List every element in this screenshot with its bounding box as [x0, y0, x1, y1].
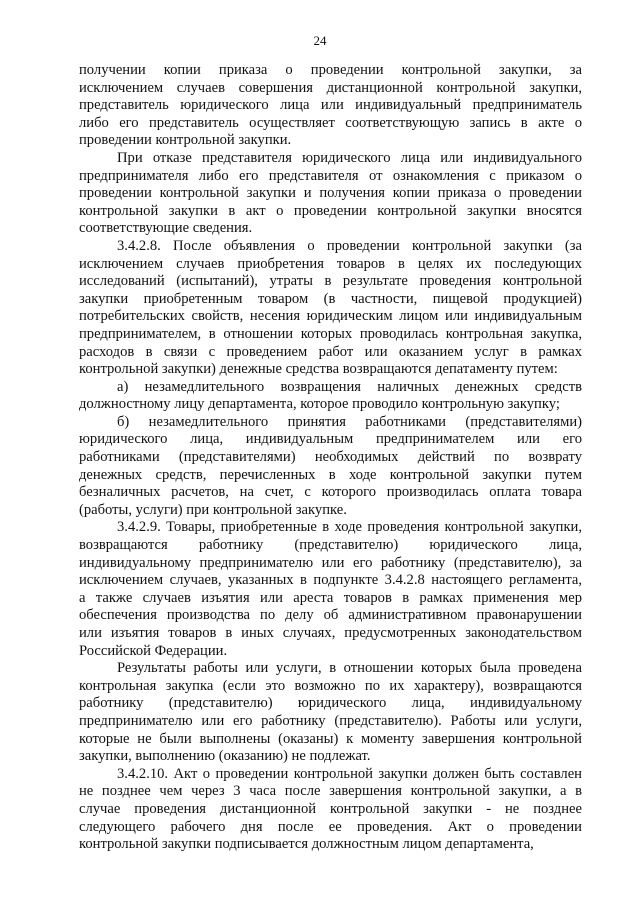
- text-line: Результаты работы или услуги, в отношении которых была проведена: [117, 660, 582, 677]
- text-line: представитель юридического лица или индивидуальный предприниматель: [79, 97, 582, 114]
- text-line: контрольной закупки) денежные средства возвращаются депатаменту путем:: [79, 361, 558, 378]
- text-line: или изъятия товаров в иных случаях, предусмотренных законодательством: [79, 625, 582, 641]
- paragraph: [79, 766, 582, 854]
- text-line: обеспечения производства по делу об административном правонарушении: [79, 607, 582, 624]
- text-line: индивидуальному предпринимателю или его работнику (представителю), за: [79, 554, 582, 571]
- text-line: закупки, выполнению (оказанию) не подлежат.: [79, 748, 371, 765]
- paragraph: [79, 414, 582, 520]
- text-line: проведении контрольной закупки.: [79, 132, 292, 149]
- text-line: проведении контрольной закупки и получения копии приказа о проведении: [79, 185, 582, 202]
- page-number: 24: [313, 33, 327, 48]
- text-line: случае проведения дистанционной контрольной закупки - не позднее: [79, 800, 582, 817]
- text-line: либо его представитель осуществляет соответствующую запись в акте о: [79, 114, 582, 131]
- text-line: а) незамедлительного возвращения наличных денежных средств: [117, 378, 582, 395]
- text-line: контрольная закупка (если это возможно по их характеру), возвращаются: [79, 677, 582, 694]
- text-line: которые не были выполнены (оказаны) к моменту завершения контрольной: [79, 730, 582, 747]
- text-line: б) незамедлительного принятия работниками (представителями): [117, 413, 582, 430]
- text-line: возвращаются работнику (представителю) юридического лица,: [79, 537, 582, 554]
- body-text: [79, 62, 582, 854]
- text-line: а также случаев изъятия или ареста товаров в рамках применения мер: [79, 589, 582, 606]
- paragraph: [79, 519, 582, 660]
- text-line: (работы, услуги) при контрольной закупке.: [79, 501, 347, 518]
- text-line: работнику (представителю) юридического лица, индивидуальному: [79, 695, 582, 712]
- text-line: исключением случаев совершения дистанционной контрольной закупки,: [79, 79, 582, 96]
- text-line: 3.4.2.8. После объявления о проведении контрольной закупки (за: [117, 237, 582, 254]
- text-line: денежных средств, перечисленных в ходе контрольной закупки путем: [79, 466, 582, 483]
- text-line: соответствующие сведения.: [79, 220, 253, 237]
- text-line: не позднее чем через 3 часа после завершения контрольной закупки, а в: [79, 783, 582, 800]
- text-line: работниками (представителями) необходимых действий по возврату: [79, 449, 582, 466]
- paragraph: [79, 660, 582, 766]
- text-line: предпринимателя либо его представителя от ознакомления с приказом о: [79, 167, 582, 184]
- paragraph: [79, 379, 582, 414]
- text-line: При отказе представителя юридического лица или индивидуального: [117, 149, 582, 166]
- text-line: должностному лицу департамента, которое проводило контрольную закупку;: [79, 396, 560, 413]
- text-line: юридического лица, индивидуальным предпринимателем или его: [79, 431, 582, 448]
- text-line: исключением случаев приобретения товаров в целях их последующих: [79, 255, 582, 272]
- text-line: получении копии приказа о проведении контрольной закупки, за: [79, 62, 582, 78]
- text-line: расходов в связи с проведением работ или оказанием услуг в рамках: [79, 343, 582, 360]
- text-line: предпринимателю или его работнику (представителю). Работы или услуги,: [79, 712, 582, 729]
- text-line: контрольной закупки подписывается должностным лицом департамента,: [79, 836, 534, 853]
- text-line: Российской Федерации.: [79, 642, 228, 659]
- text-line: предпринимателем, в отношении которых проводилась контрольная закупка,: [79, 325, 582, 342]
- text-line: 3.4.2.10. Акт о проведении контрольной закупки должен быть составлен: [117, 765, 582, 782]
- text-line: потребительских свойств, несения юридическим лицом или индивидуальным: [79, 308, 582, 325]
- text-line: закупки приобретенным товаром (в частности, пищевой продукцией): [79, 290, 582, 307]
- text-line: исследований (испытаний), утраты в результате проведения контрольной: [79, 273, 582, 290]
- paragraph: [79, 62, 582, 150]
- text-line: следующего рабочего дня после ее проведения. Акт о проведении: [79, 818, 582, 835]
- paragraph: [79, 150, 582, 238]
- text-line: безналичных расчетов, на счет, с которого производилась оплата товара: [79, 484, 582, 501]
- paragraph: [79, 238, 582, 379]
- text-line: исключением случаев, указанных в подпункте 3.4.2.8 настоящего регламента,: [79, 572, 582, 589]
- text-line: 3.4.2.9. Товары, приобретенные в ходе проведения контрольной закупки,: [117, 519, 582, 536]
- text-line: контрольной закупки в акт о проведении контрольной закупки вносятся: [79, 202, 582, 219]
